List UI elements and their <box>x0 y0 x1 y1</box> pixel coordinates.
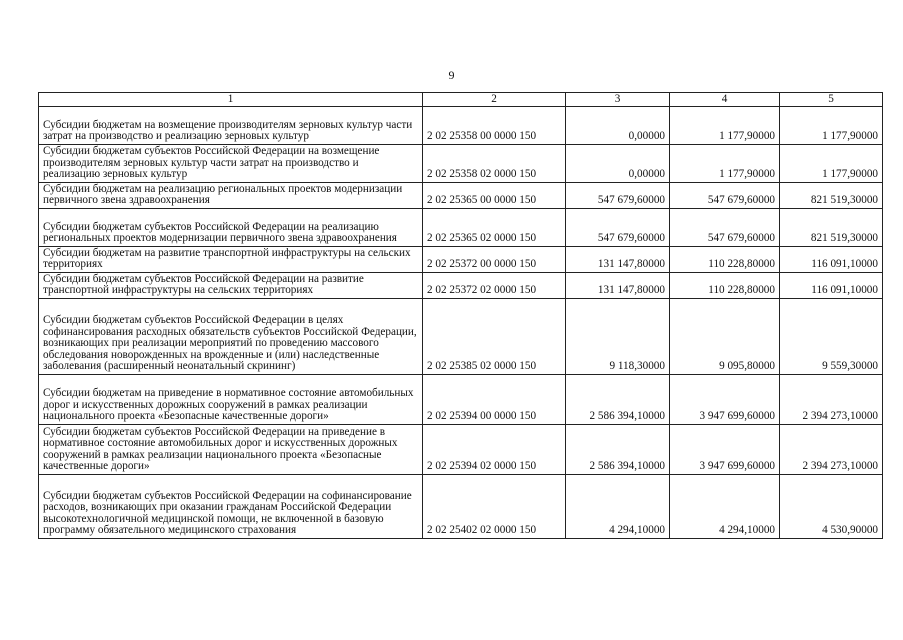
row-value-col4: 1 177,90000 <box>670 107 780 145</box>
column-header-4: 4 <box>670 93 780 107</box>
row-value-col5: 116 091,10000 <box>780 273 883 299</box>
column-header-5: 5 <box>780 93 883 107</box>
row-value-col3: 131 147,80000 <box>566 247 670 273</box>
row-value-col3: 0,00000 <box>566 107 670 145</box>
row-value-col4: 9 095,80000 <box>670 299 780 375</box>
row-value-col4: 4 294,10000 <box>670 475 780 539</box>
row-budget-code: 2 02 25358 02 0000 150 <box>423 145 566 183</box>
table-header-row <box>39 93 883 107</box>
row-budget-code: 2 02 25358 00 0000 150 <box>423 107 566 145</box>
row-description: Субсидии бюджетам субъектов Российской Федерации на приведение в нормативное состояние автомобильных дорог и искусственных дорожных сооружений в рамках реализации национального проекта «Безопасные качественные дороги» <box>39 425 423 475</box>
row-budget-code: 2 02 25385 02 0000 150 <box>423 299 566 375</box>
row-value-col5: 116 091,10000 <box>780 247 883 273</box>
column-header-3: 3 <box>566 93 670 107</box>
table-row <box>39 247 883 273</box>
row-value-col3: 4 294,10000 <box>566 475 670 539</box>
table-row <box>39 273 883 299</box>
row-description: Субсидии бюджетам субъектов Российской Федерации на возмещение производителям зерновых культур части затрат на производство и реализацию зерновых культур <box>39 145 423 183</box>
table-row <box>39 145 883 183</box>
row-budget-code: 2 02 25365 00 0000 150 <box>423 183 566 209</box>
row-description: Субсидии бюджетам на возмещение производителям зерновых культур части затрат на производство и реализацию зерновых культур <box>39 107 423 145</box>
row-value-col5: 4 530,90000 <box>780 475 883 539</box>
row-value-col4: 3 947 699,60000 <box>670 375 780 425</box>
row-value-col4: 1 177,90000 <box>670 145 780 183</box>
row-budget-code: 2 02 25372 00 0000 150 <box>423 247 566 273</box>
row-value-col5: 2 394 273,10000 <box>780 425 883 475</box>
row-description: Субсидии бюджетам на реализацию региональных проектов модернизации первичного звена здравоохранения <box>39 183 423 209</box>
row-value-col3: 547 679,60000 <box>566 209 670 247</box>
table-row <box>39 299 883 375</box>
column-header-2: 2 <box>423 93 566 107</box>
table-row <box>39 209 883 247</box>
row-value-col5: 821 519,30000 <box>780 209 883 247</box>
row-budget-code: 2 02 25372 02 0000 150 <box>423 273 566 299</box>
row-budget-code: 2 02 25394 00 0000 150 <box>423 375 566 425</box>
table-row <box>39 183 883 209</box>
row-value-col3: 2 586 394,10000 <box>566 375 670 425</box>
row-description: Субсидии бюджетам субъектов Российской Федерации на софинансирование расходов, возникающих при оказании гражданам Российской Федерации высокотехнологичной медицинской помощи, не включенной в базовую программу обязательного медицинского страхования <box>39 475 423 539</box>
row-description: Субсидии бюджетам субъектов Российской Федерации на развитие транспортной инфраструктуры на сельских территориях <box>39 273 423 299</box>
row-value-col3: 9 118,30000 <box>566 299 670 375</box>
row-description: Субсидии бюджетам субъектов Российской Федерации в целях софинансирования расходных обязательств субъектов Российской Федерации, возникающих при реализации мероприятий по проведению массового обследования новорожденных на врожденные и (или) наследственные заболевания (расширенный неонатальный скрининг) <box>39 299 423 375</box>
row-description: Субсидии бюджетам субъектов Российской Федерации на реализацию региональных проектов модернизации первичного звена здравоохранения <box>39 209 423 247</box>
row-value-col5: 1 177,90000 <box>780 145 883 183</box>
column-header-1: 1 <box>39 93 423 107</box>
row-value-col4: 547 679,60000 <box>670 209 780 247</box>
row-value-col5: 2 394 273,10000 <box>780 375 883 425</box>
row-value-col5: 9 559,30000 <box>780 299 883 375</box>
table-row <box>39 475 883 539</box>
row-value-col4: 110 228,80000 <box>670 273 780 299</box>
row-value-col5: 821 519,30000 <box>780 183 883 209</box>
table-row <box>39 375 883 425</box>
row-value-col5: 1 177,90000 <box>780 107 883 145</box>
row-budget-code: 2 02 25394 02 0000 150 <box>423 425 566 475</box>
page-number: 9 <box>448 68 455 82</box>
row-value-col3: 547 679,60000 <box>566 183 670 209</box>
table-row <box>39 425 883 475</box>
row-budget-code: 2 02 25402 02 0000 150 <box>423 475 566 539</box>
row-value-col3: 131 147,80000 <box>566 273 670 299</box>
row-value-col3: 0,00000 <box>566 145 670 183</box>
budget-table <box>38 92 883 539</box>
row-value-col4: 547 679,60000 <box>670 183 780 209</box>
row-description: Субсидии бюджетам на приведение в нормативное состояние автомобильных дорог и искусственных дорожных сооружений в рамках реализации национального проекта «Безопасные качественные дороги» <box>39 375 423 425</box>
row-value-col4: 110 228,80000 <box>670 247 780 273</box>
row-description: Субсидии бюджетам на развитие транспортной инфраструктуры на сельских территориях <box>39 247 423 273</box>
row-value-col3: 2 586 394,10000 <box>566 425 670 475</box>
table-row <box>39 107 883 145</box>
row-value-col4: 3 947 699,60000 <box>670 425 780 475</box>
row-budget-code: 2 02 25365 02 0000 150 <box>423 209 566 247</box>
